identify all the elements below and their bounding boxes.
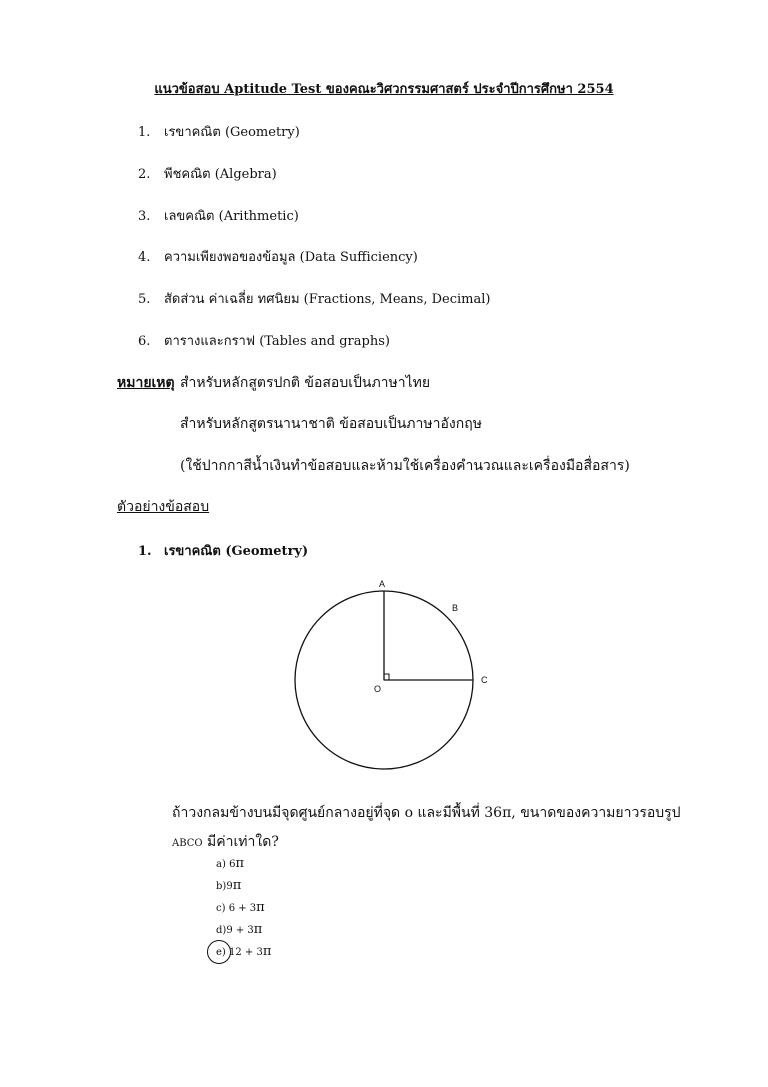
choice-key: a): [216, 859, 226, 870]
right-angle-mark: [384, 674, 389, 680]
example-heading: ตัวอย่างข้อสอบ: [117, 499, 210, 515]
topic-item: [138, 330, 390, 351]
label-c: C: [481, 675, 488, 685]
topic-number: 4.: [138, 250, 151, 265]
choice-text: 6: [229, 859, 236, 870]
answer-circle-mark: [207, 940, 231, 964]
topic-item: [138, 288, 490, 309]
choice-text: 12 + 3: [229, 947, 263, 958]
topic-label: เรขาคณิต (Geometry): [164, 125, 300, 140]
topic-item: [138, 121, 300, 142]
topic-label: สัดส่วน ค่าเฉลี่ย ทศนิยม (Fractions, Means, Decimal): [164, 292, 491, 307]
answer-choice: [216, 878, 241, 893]
pi-symbol: π: [232, 878, 242, 893]
topic-number: 6.: [138, 334, 151, 349]
topic-item: [138, 205, 299, 226]
topic-number: 1.: [138, 125, 151, 140]
choice-text: 6 + 3: [228, 903, 257, 914]
label-b: B: [452, 603, 459, 613]
pi-symbol: π: [253, 922, 263, 937]
note-label: หมายเหตุ: [117, 375, 175, 391]
topic-label: เลขคณิต (Arithmetic): [164, 209, 299, 224]
answer-choice: [216, 900, 265, 915]
note-line: สำหรับหลักสูตรปกติ ข้อสอบเป็นภาษาไทย: [180, 375, 431, 391]
topic-number: 5.: [138, 292, 151, 307]
choice-text: 9 + 3: [226, 925, 254, 936]
example-title-text: เรขาคณิต (Geometry): [164, 544, 309, 559]
choice-key: e): [216, 947, 226, 958]
topic-label: พีชคณิต (Algebra): [164, 167, 277, 182]
label-o: O: [374, 684, 382, 694]
choice-key: b): [216, 881, 227, 892]
choice-key: d): [216, 925, 227, 936]
topic-label: ความเพียงพอของข้อมูล (Data Sufficiency): [164, 250, 418, 265]
choice-key: c): [216, 903, 226, 914]
topic-item: [138, 163, 277, 184]
label-a: A: [379, 579, 386, 589]
note-line: สำหรับหลักสูตรนานาชาติ ข้อสอบเป็นภาษาอังกฤษ: [180, 416, 482, 432]
pi-symbol: π: [262, 944, 272, 959]
answer-choice: [216, 856, 244, 871]
pi-symbol: π: [235, 856, 244, 871]
note-line: (ใช้ปากกาสีน้ำเงินทำข้อสอบและห้ามใช้เครื่องคำนวณและเครื่องมือสื่อสาร): [180, 458, 630, 474]
circle-diagram: [288, 572, 488, 772]
topic-label: ตารางและกราฟ (Tables and graphs): [164, 334, 390, 349]
example-number: 1.: [138, 544, 152, 559]
question-line-1: ถ้าวงกลมข้างบนมีจุดศูนย์กลางอยู่ที่จุด o และมีพื้นที่ 36π, ขนาดของความยาวรอบรูป: [172, 805, 681, 821]
question-line-2-rest: มีค่าเท่าใด?: [202, 834, 279, 850]
topic-item: [138, 246, 418, 267]
topic-number: 3.: [138, 209, 151, 224]
answer-choice: [216, 922, 262, 937]
example-title: [138, 540, 308, 561]
topic-number: 2.: [138, 167, 151, 182]
choice-text: 9: [226, 881, 233, 892]
question-line-2: [172, 831, 279, 853]
pi-symbol: π: [256, 900, 265, 915]
figure-name: ABCO: [172, 838, 203, 849]
page-title: แนวข้อสอบ Aptitude Test ของคณะวิศวกรรมศาสตร์ ประจำปีการศึกษา 2554: [154, 82, 614, 97]
